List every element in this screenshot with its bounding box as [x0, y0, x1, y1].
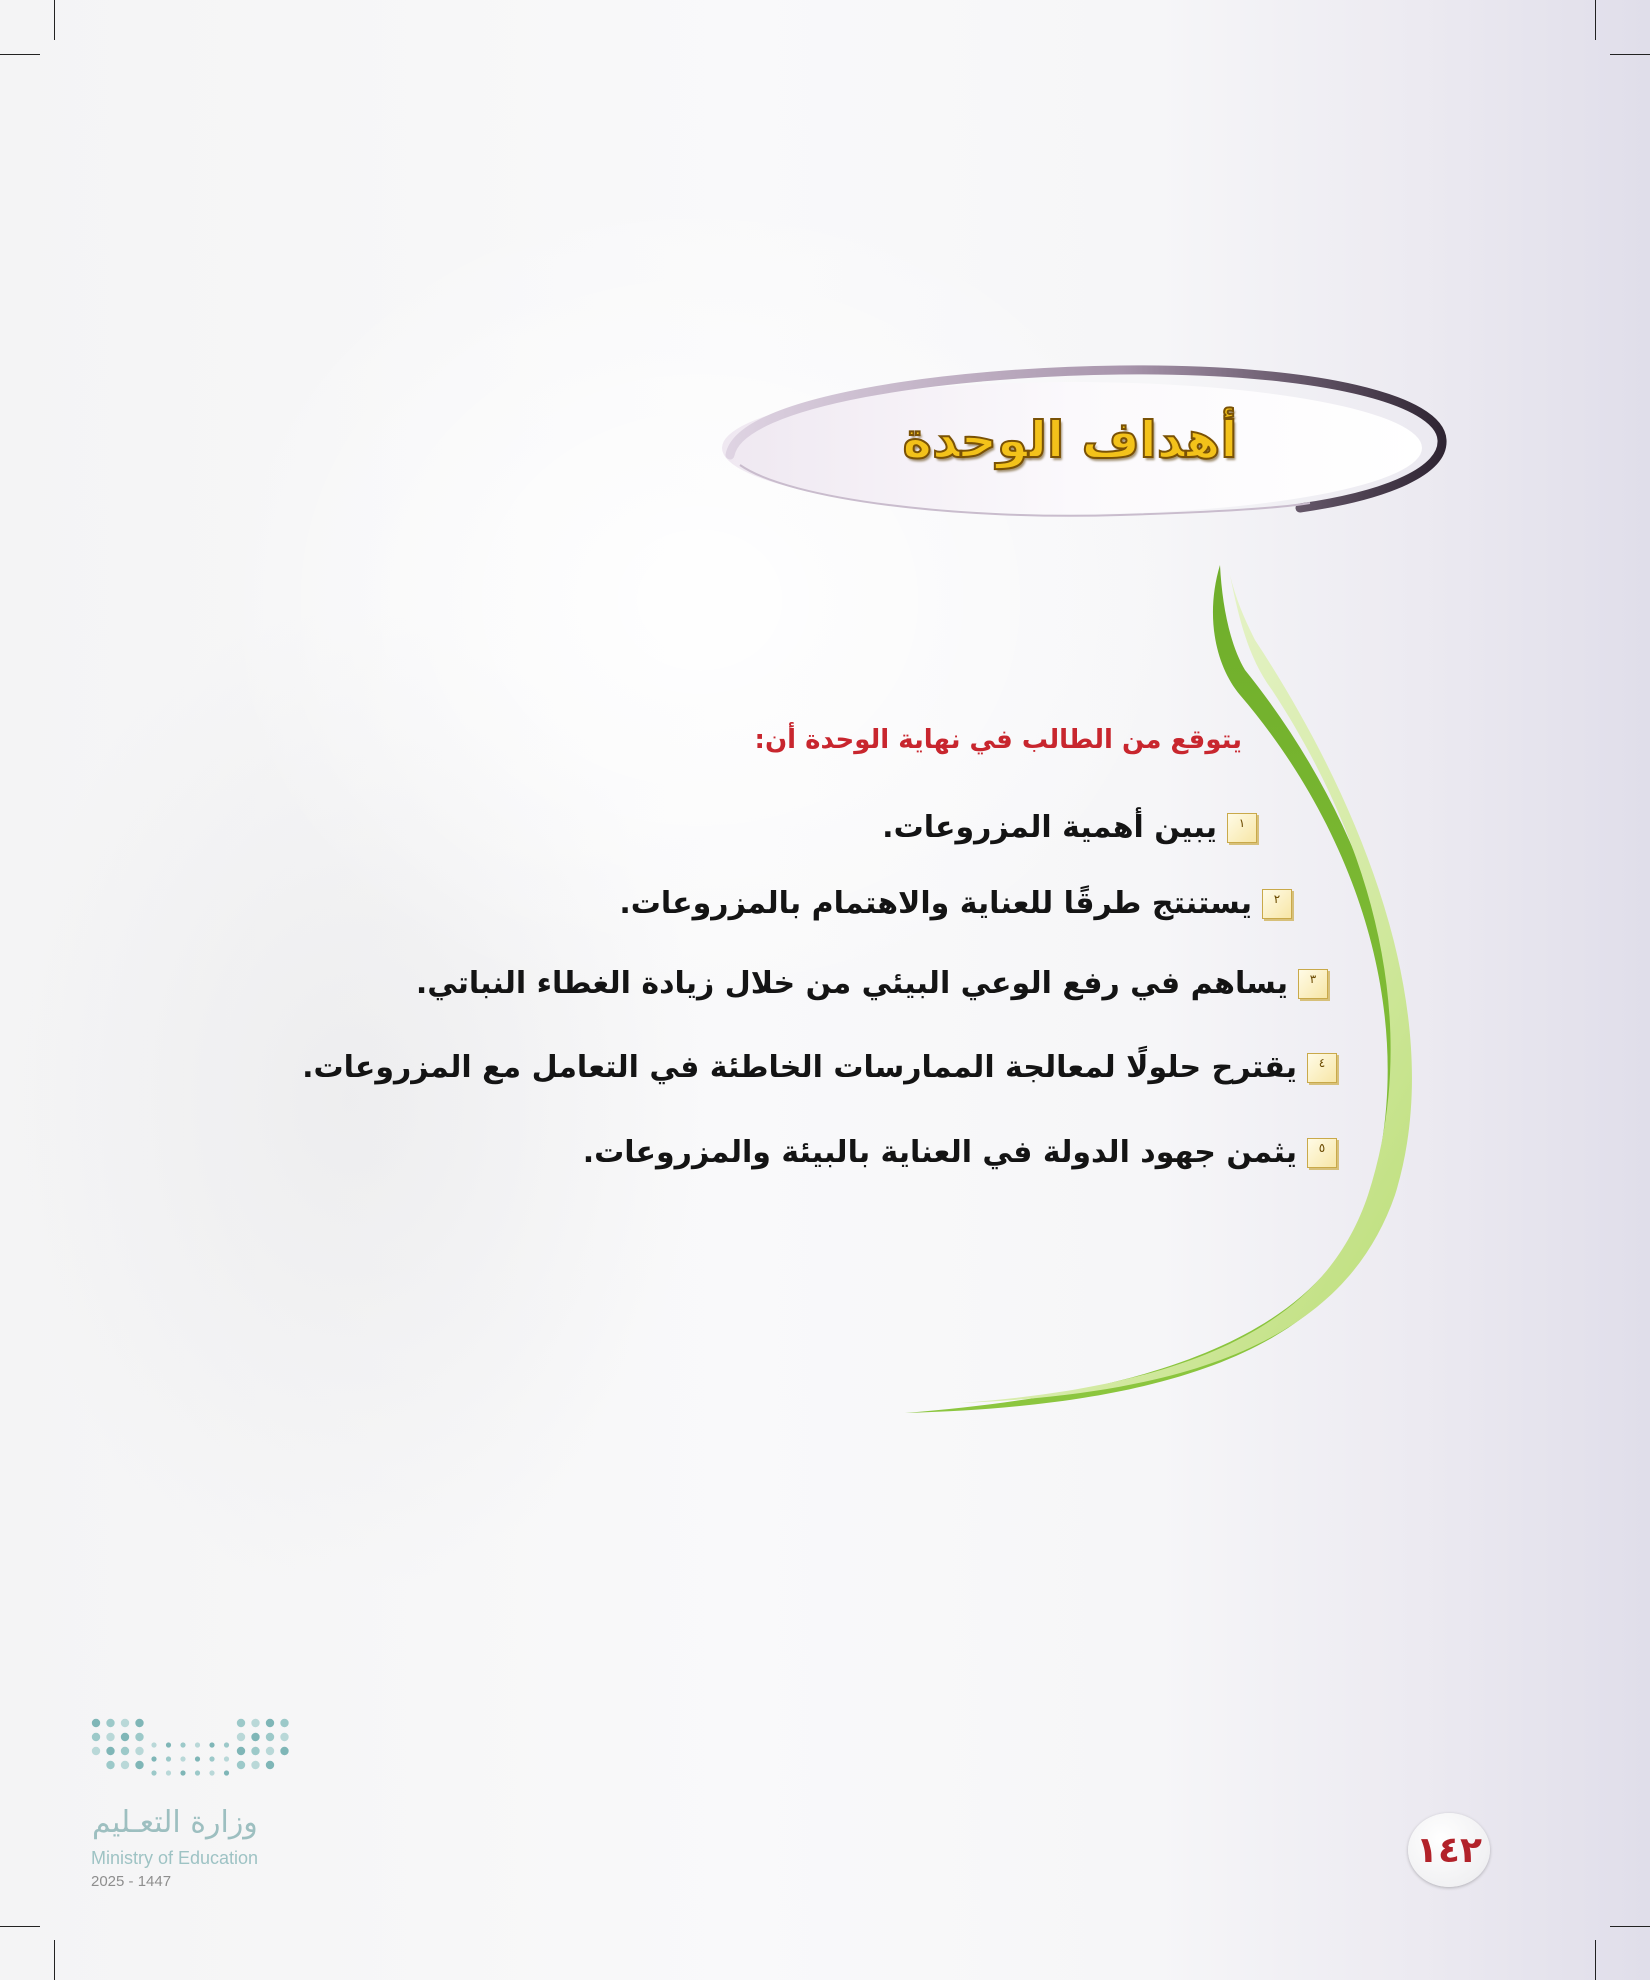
logo-dot	[237, 1747, 245, 1755]
logo-dot	[280, 1733, 288, 1741]
objectives-intro: يتوقع من الطالب في نهاية الوحدة أن:	[754, 725, 1242, 755]
logo-dot	[237, 1733, 245, 1741]
crop-mark-top-left-v	[54, 0, 55, 40]
logo-dot	[195, 1770, 200, 1775]
logo-dot	[251, 1719, 259, 1727]
ministry-logo-dots	[88, 1715, 298, 1785]
page-number-badge	[1408, 1813, 1490, 1887]
logo-dot	[135, 1719, 143, 1727]
objective-number-badge: ٥	[1307, 1138, 1337, 1168]
objective-number-badge: ٣	[1298, 969, 1328, 999]
logo-dot	[209, 1742, 214, 1747]
logo-dot	[92, 1747, 100, 1755]
objective-number-badge: ٤	[1307, 1053, 1337, 1083]
objective-number-badge: ٢	[1262, 889, 1292, 919]
page-number: ١٤٢	[1416, 1829, 1482, 1871]
objective-item-5	[583, 1135, 1337, 1170]
ministry-name-arabic: وزارة التعـليم	[92, 1805, 258, 1840]
crop-mark-bottom-right-h	[1610, 1926, 1650, 1927]
logo-dot	[266, 1761, 274, 1769]
crop-mark-bottom-left-v	[54, 1940, 55, 1980]
logo-dot	[135, 1761, 143, 1769]
objective-item-4	[302, 1050, 1337, 1085]
objective-text: يثمن جهود الدولة في العناية بالبيئة والمزروعات.	[582, 1135, 1297, 1170]
unit-objectives-title: أهداف الوحدة	[902, 411, 1238, 469]
logo-dot	[195, 1756, 200, 1761]
objective-text: يستنتج طرقًا للعناية والاهتمام بالمزروعات.	[619, 886, 1252, 921]
logo-dot	[166, 1756, 171, 1761]
logo-dot	[166, 1770, 171, 1775]
logo-dot	[266, 1747, 274, 1755]
logo-dot	[151, 1756, 156, 1761]
logo-dot	[195, 1742, 200, 1747]
objective-item-3	[416, 966, 1328, 1001]
logo-dot	[121, 1733, 129, 1741]
logo-dot	[280, 1719, 288, 1727]
logo-dot	[237, 1761, 245, 1769]
logo-dot	[151, 1770, 156, 1775]
objective-text: يساهم في رفع الوعي البيئي من خلال زيادة الغطاء النباتي.	[415, 966, 1288, 1001]
logo-dot	[209, 1756, 214, 1761]
objective-item-2	[619, 886, 1292, 921]
ministry-name-english: Ministry of Education	[91, 1848, 259, 1868]
logo-dot	[135, 1733, 143, 1741]
objective-text: يبين أهمية المزروعات.	[882, 810, 1217, 845]
edition-year: 2025 - 1447	[91, 1873, 172, 1890]
logo-dot	[180, 1742, 185, 1747]
logo-dot	[280, 1747, 288, 1755]
logo-dot	[209, 1770, 214, 1775]
logo-dot	[92, 1719, 100, 1727]
crop-mark-top-right-h	[1610, 54, 1650, 55]
logo-dot	[180, 1756, 185, 1761]
crop-mark-top-right-v	[1595, 0, 1596, 40]
objective-item-1	[882, 810, 1257, 845]
crop-mark-bottom-left-h	[0, 1926, 40, 1927]
logo-dot	[151, 1742, 156, 1747]
crop-mark-bottom-right-v	[1595, 1940, 1596, 1980]
logo-dot	[251, 1733, 259, 1741]
logo-dot	[224, 1742, 229, 1747]
logo-dot	[266, 1733, 274, 1741]
logo-dot	[180, 1770, 185, 1775]
logo-dot	[121, 1719, 129, 1727]
objective-number-badge: ١	[1227, 813, 1257, 843]
logo-dot	[224, 1756, 229, 1761]
logo-dot	[251, 1761, 259, 1769]
logo-dot	[106, 1747, 114, 1755]
logo-dot	[106, 1719, 114, 1727]
logo-dot	[237, 1719, 245, 1727]
logo-dot	[106, 1761, 114, 1769]
logo-dot	[224, 1770, 229, 1775]
objective-text: يقترح حلولًا لمعالجة الممارسات الخاطئة في التعامل مع المزروعات.	[302, 1050, 1297, 1085]
crop-mark-top-left-h	[0, 54, 40, 55]
logo-dot	[92, 1733, 100, 1741]
logo-dot	[266, 1719, 274, 1727]
logo-dot	[121, 1747, 129, 1755]
logo-dot	[121, 1761, 129, 1769]
logo-dot	[251, 1747, 259, 1755]
logo-dot	[166, 1742, 171, 1747]
logo-dot	[135, 1747, 143, 1755]
logo-dot	[106, 1733, 114, 1741]
